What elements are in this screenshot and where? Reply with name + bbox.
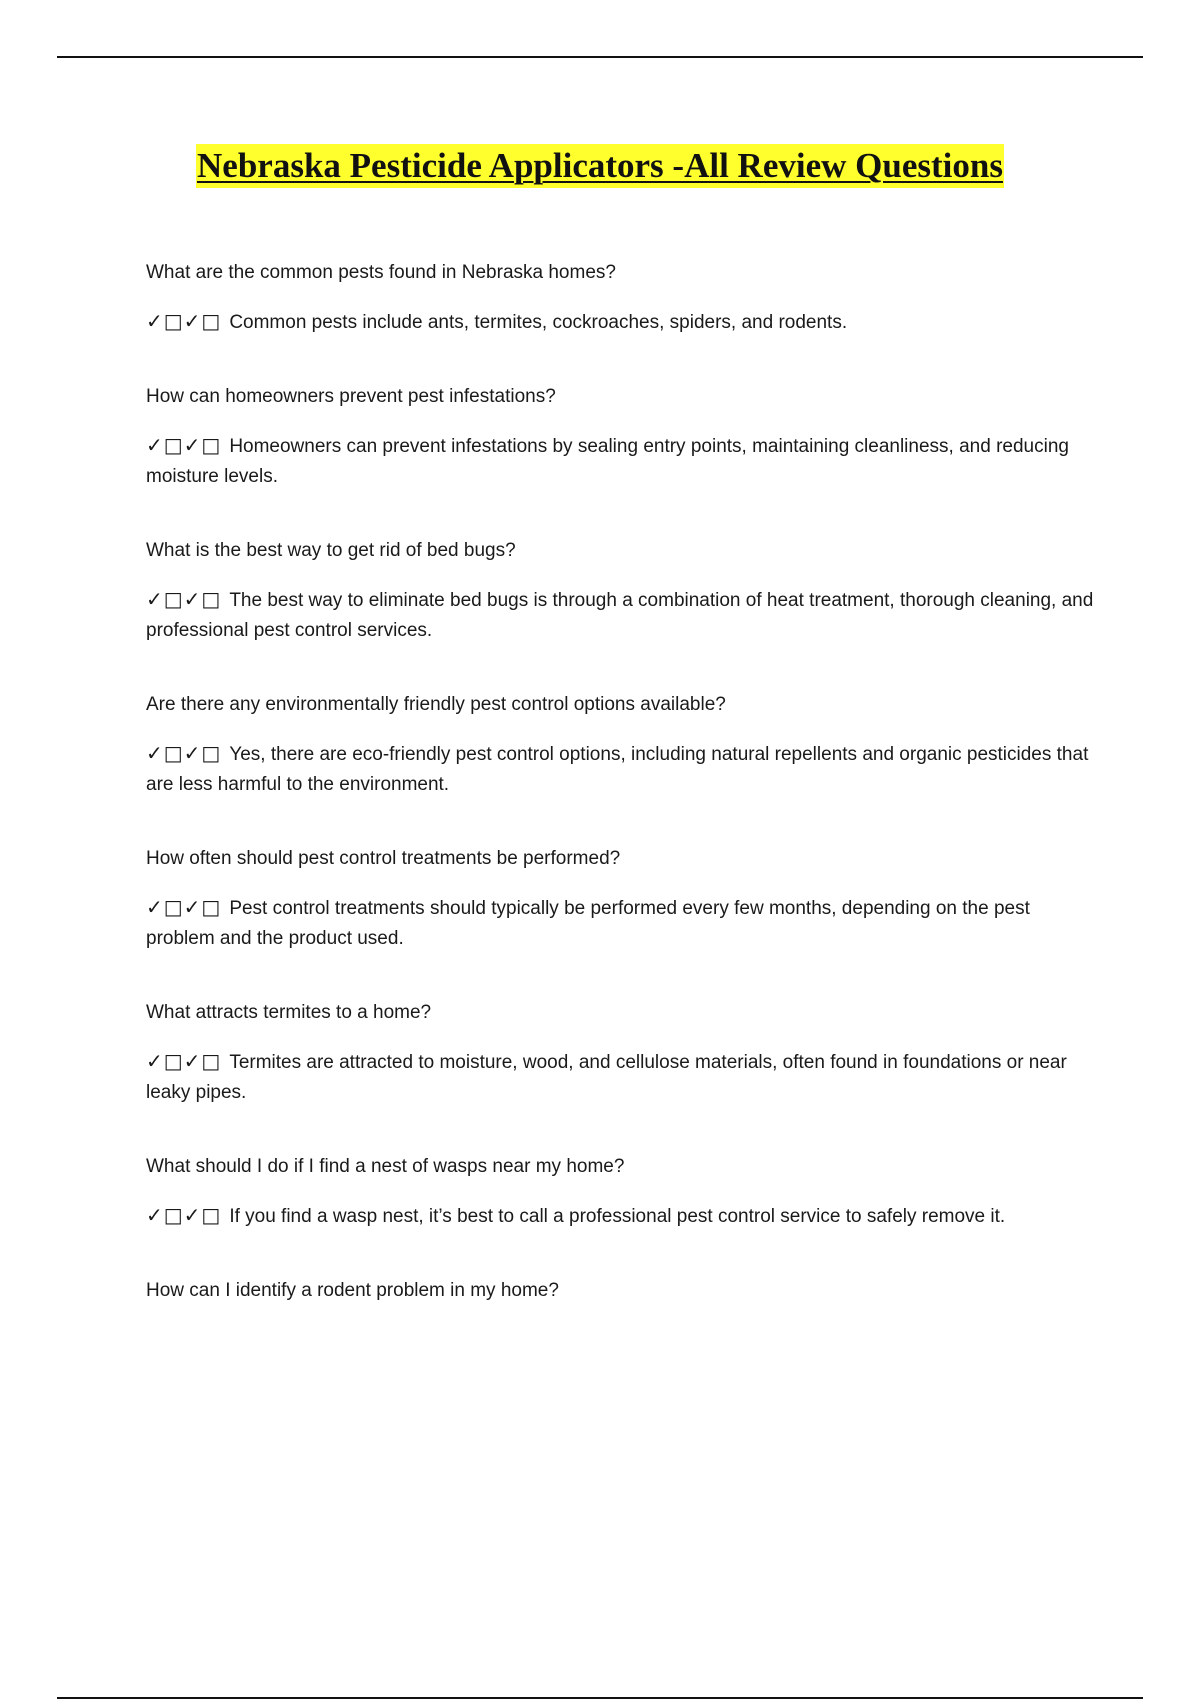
question-text: What should I do if I find a nest of wasps near my home? [146, 1156, 625, 1177]
answer-body: Common pests include ants, termites, cockroaches, spiders, and rodents. [229, 312, 848, 333]
answer-body: The best way to eliminate bed bugs is through a combination of heat treatment, thorough cleaning, and professional pest control services. [146, 590, 1094, 641]
qa-list [146, 258, 1096, 1350]
answer-text [146, 892, 1096, 954]
answer-body: Yes, there are eco-friendly pest control options, including natural repellents and organic pesticides that are less harmful to the environment. [146, 744, 1089, 795]
question-text: How can homeowners prevent pest infestations? [146, 386, 556, 407]
qa-item [146, 258, 1096, 338]
answer-text [146, 430, 1096, 492]
question-text: What attracts termites to a home? [146, 1002, 432, 1023]
qa-item [146, 382, 1096, 492]
bottom-rule [57, 1697, 1143, 1699]
qa-item [146, 998, 1096, 1108]
question-text: What are the common pests found in Nebraska homes? [146, 262, 616, 283]
check-marks-icon: ✓□✓□ [146, 587, 222, 611]
question-text: What is the best way to get rid of bed bugs? [146, 540, 516, 561]
answer-text [146, 738, 1096, 800]
qa-item [146, 690, 1096, 800]
qa-item [146, 536, 1096, 646]
question-text: Are there any environmentally friendly pest control options available? [146, 694, 726, 715]
answer-text [146, 1046, 1096, 1108]
check-marks-icon: ✓□✓□ [146, 1203, 222, 1227]
qa-item [146, 1152, 1096, 1232]
question-text: How often should pest control treatments be performed? [146, 848, 621, 869]
document-title: Nebraska Pesticide Applicators -All Review Questions [196, 144, 1004, 188]
answer-text [146, 306, 1096, 338]
check-marks-icon: ✓□✓□ [146, 309, 222, 333]
answer-body: Homeowners can prevent infestations by sealing entry points, maintaining cleanliness, and reducing moisture levels. [146, 436, 1069, 487]
answer-text [146, 1200, 1096, 1232]
question-text: How can I identify a rodent problem in my home? [146, 1280, 559, 1301]
check-marks-icon: ✓□✓□ [146, 1049, 222, 1073]
answer-body: If you find a wasp nest, it’s best to call a professional pest control service to safely remove it. [229, 1206, 1006, 1227]
check-marks-icon: ✓□✓□ [146, 433, 222, 457]
check-marks-icon: ✓□✓□ [146, 895, 222, 919]
title-container [0, 144, 1200, 188]
answer-body: Pest control treatments should typically be performed every few months, depending on the pest problem and the product used. [146, 898, 1030, 949]
check-marks-icon: ✓□✓□ [146, 741, 222, 765]
top-rule [57, 56, 1143, 58]
answer-body: Termites are attracted to moisture, wood, and cellulose materials, often found in foundations or near leaky pipes. [146, 1052, 1067, 1103]
qa-item [146, 1276, 1096, 1306]
answer-text [146, 584, 1096, 646]
qa-item [146, 844, 1096, 954]
